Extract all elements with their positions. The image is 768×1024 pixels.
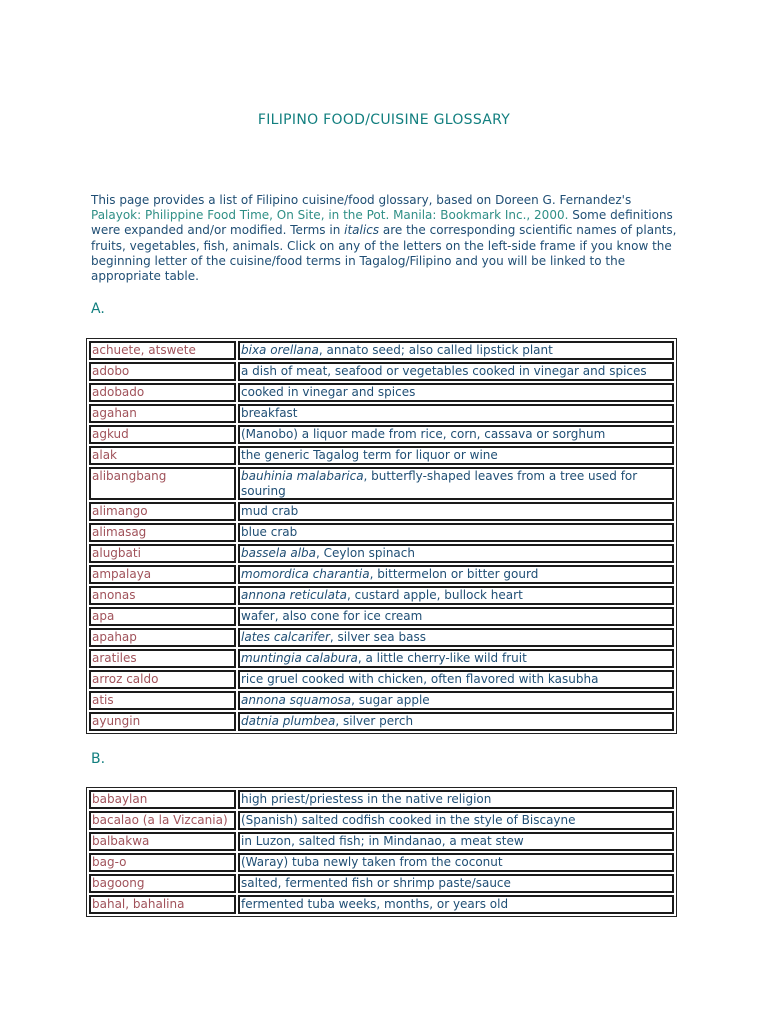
table-row	[89, 832, 674, 851]
scientific-name: momordica charantia	[241, 567, 370, 581]
glossary-term: agahan	[89, 404, 236, 423]
definition-text: the generic Tagalog term for liquor or wine	[241, 448, 498, 462]
table-row	[89, 895, 674, 914]
definition-text: high priest/priestess in the native religion	[241, 792, 492, 806]
intro-text-3: are the corresponding scientific names of plants, fruits, vegetables, fish, animals. Click on any of the letters on the left-side frame if you know the beginning letter of the cuisine/food terms in Tagalog/Filipino and you will be linked to the appropriate table.	[91, 223, 677, 284]
glossary-definition	[238, 874, 674, 893]
definition-text: in Luzon, salted fish; in Mindanao, a meat stew	[241, 834, 524, 848]
definition-text: (Spanish) salted codfish cooked in the style of Biscayne	[241, 813, 576, 827]
glossary-definition	[238, 467, 674, 500]
scientific-name: muntingia calabura	[241, 651, 358, 665]
glossary-term: ayungin	[89, 712, 236, 731]
intro-text-2: Some definitions were expanded and/or modified. Terms in	[91, 208, 673, 238]
glossary-term: adobado	[89, 383, 236, 402]
glossary-definition	[238, 895, 674, 914]
glossary-definition	[238, 853, 674, 872]
table-row	[89, 628, 674, 647]
glossary-definition	[238, 586, 674, 605]
glossary-definition	[238, 607, 674, 626]
glossary-term: agkud	[89, 425, 236, 444]
definition-text: wafer, also cone for ice cream	[241, 609, 423, 623]
table-row	[89, 670, 674, 689]
glossary-definition	[238, 404, 674, 423]
table-row	[89, 404, 674, 423]
table-row	[89, 544, 674, 563]
glossary-term: alak	[89, 446, 236, 465]
scientific-name: annona squamosa	[241, 693, 352, 707]
glossary-definition	[238, 383, 674, 402]
glossary-definition	[238, 811, 674, 830]
glossary-definition	[238, 523, 674, 542]
definition-text: , Ceylon spinach	[316, 546, 415, 560]
glossary-definition	[238, 790, 674, 809]
definition-text: blue crab	[241, 525, 298, 539]
scientific-name: lates calcarifer	[241, 630, 330, 644]
table-row	[89, 523, 674, 542]
glossary-term: apahap	[89, 628, 236, 647]
definition-text: , annato seed; also called lipstick plant	[318, 343, 553, 357]
glossary-term: aratiles	[89, 649, 236, 668]
glossary-term: adobo	[89, 362, 236, 381]
definition-text: , bittermelon or bitter gourd	[369, 567, 539, 581]
glossary-term: arroz caldo	[89, 670, 236, 689]
glossary-definition	[238, 362, 674, 381]
glossary-definition	[238, 565, 674, 584]
table-row	[89, 853, 674, 872]
glossary-term: anonas	[89, 586, 236, 605]
glossary-term: bacalao (a la Vizcania)	[89, 811, 236, 830]
definition-text: (Waray) tuba newly taken from the coconut	[241, 855, 503, 869]
section-letter-b: B.	[91, 751, 106, 767]
source-citation[interactable]: Palayok: Philippine Food Time, On Site, in the Pot. Manila: Bookmark Inc., 2000.	[91, 208, 569, 223]
glossary-definition	[238, 544, 674, 563]
table-row	[89, 586, 674, 605]
scientific-name: bauhinia malabarica	[241, 469, 364, 483]
table-row	[89, 607, 674, 626]
definition-text: (Manobo) a liquor made from rice, corn, cassava or sorghum	[241, 427, 606, 441]
intro-paragraph	[91, 193, 681, 284]
scientific-name: datnia plumbea	[241, 714, 336, 728]
glossary-term: bagoong	[89, 874, 236, 893]
glossary-term: apa	[89, 607, 236, 626]
definition-text: , custard apple, bullock heart	[346, 588, 523, 602]
table-row	[89, 383, 674, 402]
table-row	[89, 874, 674, 893]
table-row	[89, 425, 674, 444]
table-row	[89, 649, 674, 668]
glossary-term: achuete, atswete	[89, 341, 236, 360]
scientific-name: bassela alba	[241, 546, 317, 560]
glossary-definition	[238, 691, 674, 710]
definition-text: a dish of meat, seafood or vegetables cooked in vinegar and spices	[241, 364, 647, 378]
definition-text: cooked in vinegar and spices	[241, 385, 416, 399]
definition-text: , silver perch	[335, 714, 414, 728]
table-row	[89, 790, 674, 809]
glossary-term: alibangbang	[89, 467, 236, 500]
glossary-definition	[238, 712, 674, 731]
definition-text: , sugar apple	[351, 693, 430, 707]
table-row	[89, 502, 674, 521]
glossary-term: bag-o	[89, 853, 236, 872]
glossary-term: babaylan	[89, 790, 236, 809]
glossary-table-b	[86, 787, 677, 917]
table-row	[89, 691, 674, 710]
glossary-definition	[238, 832, 674, 851]
definition-text: rice gruel cooked with chicken, often flavored with kasubha	[241, 672, 599, 686]
definition-text: mud crab	[241, 504, 299, 518]
glossary-definition	[238, 425, 674, 444]
section-letter-a: A.	[91, 301, 105, 317]
definition-text: , a little cherry-like wild fruit	[357, 651, 527, 665]
glossary-term: alimasag	[89, 523, 236, 542]
table-row	[89, 467, 674, 500]
glossary-definition	[238, 649, 674, 668]
glossary-definition	[238, 341, 674, 360]
table-row	[89, 446, 674, 465]
glossary-term: atis	[89, 691, 236, 710]
glossary-definition	[238, 670, 674, 689]
definition-text: , butterfly-shaped leaves from a tree used for souring	[241, 469, 638, 498]
table-row	[89, 362, 674, 381]
intro-text-1: This page provides a list of Filipino cuisine/food glossary, based on Doreen G. Fernandez's	[91, 193, 632, 207]
table-row	[89, 811, 674, 830]
glossary-term: balbakwa	[89, 832, 236, 851]
glossary-definition	[238, 446, 674, 465]
table-row	[89, 712, 674, 731]
definition-text: , silver sea bass	[329, 630, 426, 644]
definition-text: salted, fermented fish or shrimp paste/sauce	[241, 876, 511, 890]
glossary-term: ampalaya	[89, 565, 236, 584]
glossary-definition	[238, 628, 674, 647]
glossary-term: alugbati	[89, 544, 236, 563]
definition-text: fermented tuba weeks, months, or years old	[241, 897, 509, 911]
scientific-name: bixa orellana	[241, 343, 319, 357]
intro-italic-word: italics	[344, 223, 380, 238]
glossary-term: alimango	[89, 502, 236, 521]
table-row	[89, 565, 674, 584]
scientific-name: annona reticulata	[241, 588, 347, 602]
page-title: FILIPINO FOOD/CUISINE GLOSSARY	[257, 112, 511, 128]
glossary-definition	[238, 502, 674, 521]
table-row	[89, 341, 674, 360]
glossary-term: bahal, bahalina	[89, 895, 236, 914]
definition-text: breakfast	[241, 406, 298, 420]
glossary-table-a	[86, 338, 677, 734]
